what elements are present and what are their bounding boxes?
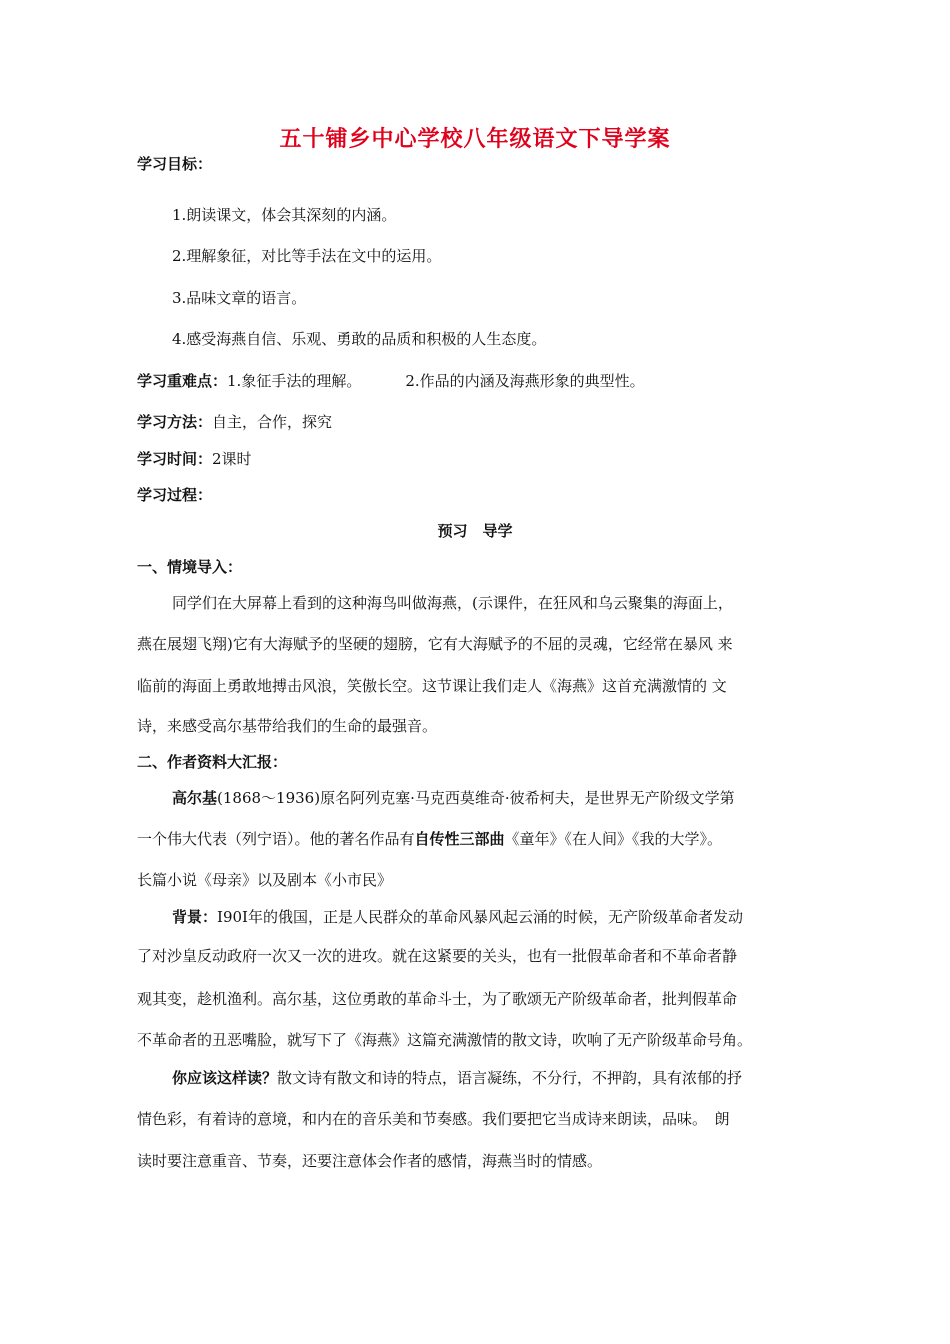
gorky-line-3: 长篇小说《母亲》以及剧本《小市民》 (137, 871, 393, 889)
method-value: 自主，合作，探究 (212, 413, 333, 431)
goal-item-3: 3.品味文章的语言。 (172, 289, 307, 307)
section1-line-1: 同学们在大屏幕上看到的这种海鸟叫做海燕，(示课件，在狂风和乌云聚集的海面上， (172, 594, 733, 612)
gorky-line-2-pre: 一个伟大代表（列宁语）。他的著名作品有 (137, 830, 415, 848)
section2-heading: 二、作者资料大汇报： (137, 753, 288, 771)
document-title: 五十铺乡中心学校八年级语文下导学案 (279, 127, 671, 152)
gorky-trilogy: 自传性三部曲 (414, 830, 505, 848)
background-line-3: 观其变，趁机渔利。高尔基，这位勇敢的革命斗士，为了歌颂无产阶级革命者，批判假革命 (137, 990, 738, 1008)
section1-line-3: 临前的海面上勇敢地搏击风浪，笑傲长空。这节课让我们走人《海燕》这首充满激情的 文 (137, 677, 727, 695)
section1-line-4: 诗，来感受高尔基带给我们的生命的最强音。 (137, 717, 438, 735)
howto-line-1 (172, 1068, 742, 1088)
background-line-1-text: I90I年的俄国，正是人民群众的革命风暴风起云涌的时候，无产阶级革命者发动 (217, 908, 743, 926)
subheading: 预习 导学 (437, 522, 513, 540)
goal-item-2: 2.理解象征，对比等手法在文中的运用。 (172, 247, 442, 265)
key-points-label: 学习重难点： (137, 372, 228, 390)
goal-item-4: 4.感受海燕自信、乐观、勇敢的品质和积极的人生态度。 (172, 330, 547, 348)
time-row (137, 449, 252, 469)
background-label: 背景： (172, 908, 218, 926)
goals-label: 学习目标： (137, 155, 213, 173)
howto-label: 你应该这样读？ (172, 1069, 278, 1087)
howto-line-2: 情色彩，有着诗的意境，和内在的音乐美和节奏感。我们要把它当成诗来朗读，品味。 朗 (137, 1110, 730, 1128)
time-label: 学习时间： (137, 450, 213, 468)
section1-heading: 一、情境导入： (137, 558, 243, 576)
background-line-4: 不革命者的丑恶嘴脸，就写下了《海燕》这篇充满激情的散文诗，吹响了无产阶级革命号角。 (137, 1031, 753, 1049)
method-row (137, 412, 332, 432)
howto-line-1-text: 散文诗有散文和诗的特点，语言凝练，不分行，不押韵，具有浓郁的抒 (277, 1069, 743, 1087)
key-points-row (137, 371, 645, 391)
howto-line-3: 读时要注意重音、节奏，还要注意体会作者的感情，海燕当时的情感。 (137, 1152, 603, 1170)
gorky-name: 高尔基 (172, 789, 218, 807)
method-label: 学习方法： (137, 413, 213, 431)
section1-line-2: 燕在展翅飞翔)它有大海赋予的坚硬的翅膀，它有大海赋予的不屈的灵魂，它经常在暴风 来 (137, 635, 733, 653)
gorky-line-1 (172, 788, 735, 808)
time-value: 2课时 (212, 450, 252, 468)
process-label: 学习过程： (137, 486, 213, 504)
goal-item-1: 1.朗读课文，体会其深刻的内涵。 (172, 206, 397, 224)
background-line-1 (172, 907, 743, 927)
background-line-2: 了对沙皇反动政府一次又一次的进攻。就在这紧要的关头，也有一批假革命者和不革命者静 (137, 947, 738, 965)
gorky-line-2-post: 《童年》《在人间》《我的大学》。 (504, 830, 723, 848)
key-point-1: 1.象征手法的理解。 (227, 372, 362, 390)
gorky-line-1-text: (1868～1936)原名阿列克塞·马克西莫维奇·彼希柯夫，是世界无产阶级文学第 (217, 789, 735, 807)
key-point-2: 2.作品的内涵及海燕形象的典型性。 (405, 372, 645, 390)
gorky-line-2 (137, 829, 722, 849)
